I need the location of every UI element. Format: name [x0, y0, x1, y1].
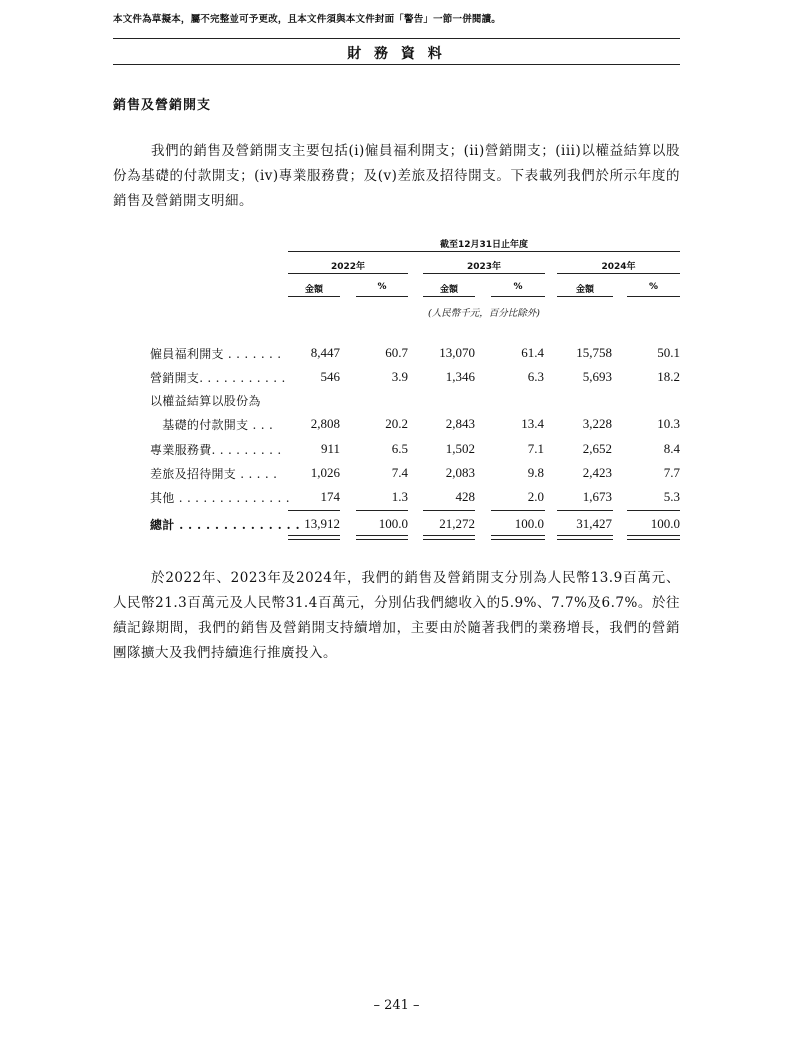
- page-title: 財 務 資 料: [347, 46, 446, 62]
- section-heading: 銷售及營銷開支: [113, 98, 212, 113]
- header-rule: [113, 38, 680, 39]
- col-underline: [356, 296, 408, 297]
- cell: 50.1: [657, 345, 680, 360]
- cell: 174: [320, 489, 340, 504]
- col-underline: [288, 296, 340, 297]
- col-pct-2022: %: [377, 282, 387, 292]
- double-rule: [356, 535, 408, 540]
- period-header: 截至12月31日止年度: [439, 240, 529, 250]
- col-pct-2024: %: [648, 282, 659, 292]
- year-header-2022: 2022年: [330, 262, 366, 272]
- row-label: 僱員福利開支 . . . . . . .: [150, 347, 282, 361]
- cell: 5.3: [663, 489, 680, 504]
- table-row: [150, 465, 680, 487]
- cell: 13,912: [304, 516, 340, 531]
- cell: 1,346: [445, 369, 475, 384]
- cell: 1,026: [310, 465, 340, 480]
- subtotal-rule: [423, 510, 475, 511]
- cell: 3.9: [391, 369, 408, 384]
- title-rule: [113, 64, 680, 65]
- cell: 61.4: [521, 345, 544, 360]
- subtotal-rule: [356, 510, 408, 511]
- cell: 6.5: [391, 441, 408, 456]
- period-underline: [288, 251, 680, 252]
- double-rule: [423, 535, 475, 540]
- cell: 60.7: [385, 345, 408, 360]
- col-pct-2023: %: [513, 282, 523, 292]
- cell: 546: [320, 369, 340, 384]
- row-label: 營銷開支. . . . . . . . . . .: [150, 371, 286, 385]
- cell: 2,843: [445, 416, 475, 431]
- cell: 2,423: [582, 465, 612, 480]
- row-label: 其他 . . . . . . . . . . . . . .: [150, 491, 290, 505]
- cell: 911: [320, 441, 340, 456]
- intro-paragraph: 我們的銷售及營銷開支主要包括(i)僱員福利開支；(ii)營銷開支；(iii)以權益結算以股份為基礎的付款開支；(iv)專業服務費；及(v)差旅及招待開支。下表載列我們於所示年度的銷售及營銷開支明細。: [113, 143, 680, 209]
- cell: 1.3: [391, 489, 408, 504]
- col-amount-2023: 金額: [439, 285, 458, 295]
- double-rule: [288, 535, 340, 540]
- row-label: 差旅及招待開支 . . . . .: [150, 467, 278, 481]
- total-label: 總計 . . . . . . . . . . . . . .: [150, 518, 300, 532]
- cell: 15,758: [576, 345, 612, 360]
- cell: 13,070: [439, 345, 475, 360]
- col-underline: [423, 296, 475, 297]
- double-rule: [491, 535, 545, 540]
- unit-note: (人民幣千元，百分比除外): [428, 308, 540, 319]
- cell: 7.1: [527, 441, 544, 456]
- cell: 7.4: [391, 465, 408, 480]
- cell: 3,228: [582, 416, 612, 431]
- cell: 8,447: [310, 345, 340, 360]
- cell: 428: [455, 489, 475, 504]
- col-underline: [491, 296, 545, 297]
- cell: 6.3: [527, 369, 544, 384]
- draft-disclaimer: 本文件為草擬本，屬不完整並可予更改，且本文件須與本文件封面「警告」一節一併閱讀。: [113, 14, 502, 25]
- cell: 2,652: [582, 441, 612, 456]
- subtotal-rule: [288, 510, 340, 511]
- col-amount-2024: 金額: [575, 285, 594, 295]
- row-label: 基礎的付款開支 . . .: [150, 418, 274, 432]
- cell: 20.2: [385, 416, 408, 431]
- cell: 100.0: [378, 516, 408, 531]
- cell: 2,808: [310, 416, 340, 431]
- subtotal-rule: [491, 510, 545, 511]
- year-underline-2022: [288, 273, 408, 274]
- table-row: [150, 392, 680, 414]
- table-row: [150, 416, 680, 438]
- table-row: [150, 489, 680, 511]
- col-amount-2022: 金額: [304, 285, 323, 295]
- subtotal-rule: [627, 510, 680, 511]
- cell: 1,673: [582, 489, 612, 504]
- cell: 31,427: [576, 516, 612, 531]
- cell: 7.7: [663, 465, 680, 480]
- cell: 10.3: [657, 416, 680, 431]
- cell: 13.4: [521, 416, 544, 431]
- row-label: 專業服務費. . . . . . . . .: [150, 443, 282, 457]
- conclusion-paragraph: 於2022年、2023年及2024年，我們的銷售及營銷開支分別為人民幣13.9百萬元、人民幣21.3百萬元及人民幣31.4百萬元，分別佔我們總收入的5.9%、7.7%及6.7%。於往績記錄期間，我們的銷售及營銷開支持續增加，主要由於隨著我們的業務增長，我們的營銷團隊擴大及我們持續進行推廣投入。: [113, 570, 680, 661]
- subtotal-rule: [557, 510, 613, 511]
- cell: 100.0: [650, 516, 680, 531]
- year-underline-2024: [557, 273, 680, 274]
- cell: 21,272: [439, 516, 475, 531]
- col-underline: [557, 296, 613, 297]
- cell: 5,693: [582, 369, 612, 384]
- year-header-2023: 2023年: [466, 262, 502, 272]
- year-header-2024: 2024年: [601, 262, 636, 272]
- cell: 18.2: [657, 369, 680, 384]
- table-row: [150, 441, 680, 463]
- double-rule: [627, 535, 680, 540]
- table-row: [150, 369, 680, 391]
- cell: 1,502: [445, 441, 475, 456]
- row-label: 以權益結算以股份為: [150, 394, 261, 408]
- page-number: – 241 –: [373, 998, 420, 1013]
- col-underline: [627, 296, 680, 297]
- cell: 2.0: [527, 489, 544, 504]
- table-row: [150, 345, 680, 367]
- cell: 2,083: [445, 465, 475, 480]
- cell: 8.4: [663, 441, 680, 456]
- cell: 100.0: [514, 516, 544, 531]
- double-rule: [557, 535, 613, 540]
- cell: 9.8: [527, 465, 544, 480]
- year-underline-2023: [423, 273, 545, 274]
